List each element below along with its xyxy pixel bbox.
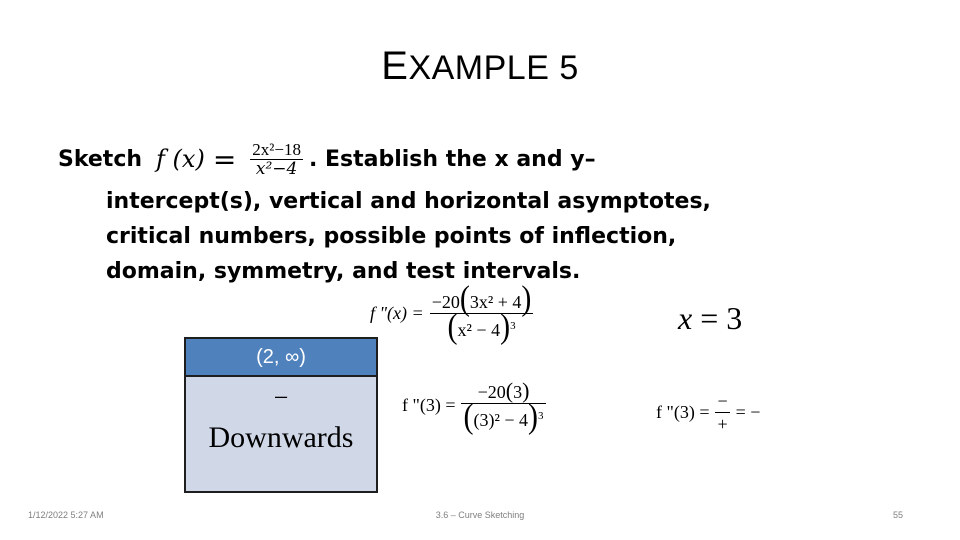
paren-close: ) [500, 307, 511, 346]
result-lhs: f "(3) = [656, 402, 710, 422]
denominator-power: 3 [510, 320, 516, 332]
concavity-sign: − [273, 383, 289, 412]
sign-result-equation [656, 390, 760, 435]
title-rest: XAMPLE 5 [408, 49, 579, 87]
paren-close: ) [528, 397, 539, 436]
sketch-word: Sketch [58, 146, 143, 172]
problem-line-1 [58, 134, 878, 184]
x-equals-value: = 3 [700, 300, 743, 336]
problem-line-2: intercept(s), vertical and horizontal asymptotes, [106, 189, 711, 214]
sign-fraction [715, 390, 729, 435]
function-denominator: x²−4 [255, 158, 298, 179]
problem-statement [58, 134, 878, 289]
equals-sign: = [212, 142, 237, 176]
problem-line-1-tail: . Establish the x and y– [308, 146, 596, 172]
problem-line-3: critical numbers, possible points of inflection, [106, 224, 677, 249]
substituted-equation [402, 378, 552, 436]
slide-title [0, 44, 960, 89]
second-derivative-lhs: f "(x) = [370, 303, 424, 323]
substituted-fraction [461, 378, 545, 436]
footer-title: 3.6 – Curve Sketching [435, 510, 525, 520]
numerator-inner: 3x² + 4 [469, 292, 522, 312]
numerator-coefficient: −20 [477, 382, 506, 402]
concavity-direction: Downwards [208, 421, 354, 454]
paren-close: ) [522, 378, 530, 403]
paren-close: ) [521, 279, 532, 318]
denominator-inner: x² − 4 [457, 320, 501, 340]
substituted-lhs: f "(3) = [402, 395, 456, 415]
title-first-letter: E [381, 44, 409, 88]
paren-open: ( [505, 378, 514, 403]
result-rhs: = − [735, 402, 761, 422]
numerator-inner: 3 [513, 382, 523, 402]
test-interval-table [184, 337, 378, 493]
paren-open: ( [459, 279, 470, 318]
interval-header: (2, ∞) [186, 339, 376, 377]
sign-denominator: + [717, 414, 728, 434]
denominator-power: 3 [538, 410, 544, 422]
footer-page-number: 55 [893, 510, 904, 520]
denominator-inner: (3)² − 4 [473, 410, 529, 430]
substituted-numerator [476, 380, 532, 403]
second-derivative-equation [370, 279, 539, 346]
function-name: f (x) [156, 144, 205, 173]
problem-line-4: domain, symmetry, and test intervals. [106, 259, 581, 284]
sign-numerator: − [717, 391, 728, 411]
paren-open: ( [463, 397, 474, 436]
numerator-coefficient: −20 [431, 292, 460, 312]
second-derivative-denominator [446, 307, 518, 346]
critical-x-value [678, 300, 742, 337]
x-variable: x [678, 300, 693, 336]
function-fraction [250, 140, 303, 179]
paren-open: ( [447, 307, 458, 346]
function-numerator: 2x²−18 [252, 139, 301, 159]
substituted-denominator [461, 397, 545, 436]
footer-date: 1/12/2022 5:27 AM [28, 510, 104, 520]
second-derivative-numerator [430, 279, 534, 318]
second-derivative-fraction [430, 279, 534, 346]
